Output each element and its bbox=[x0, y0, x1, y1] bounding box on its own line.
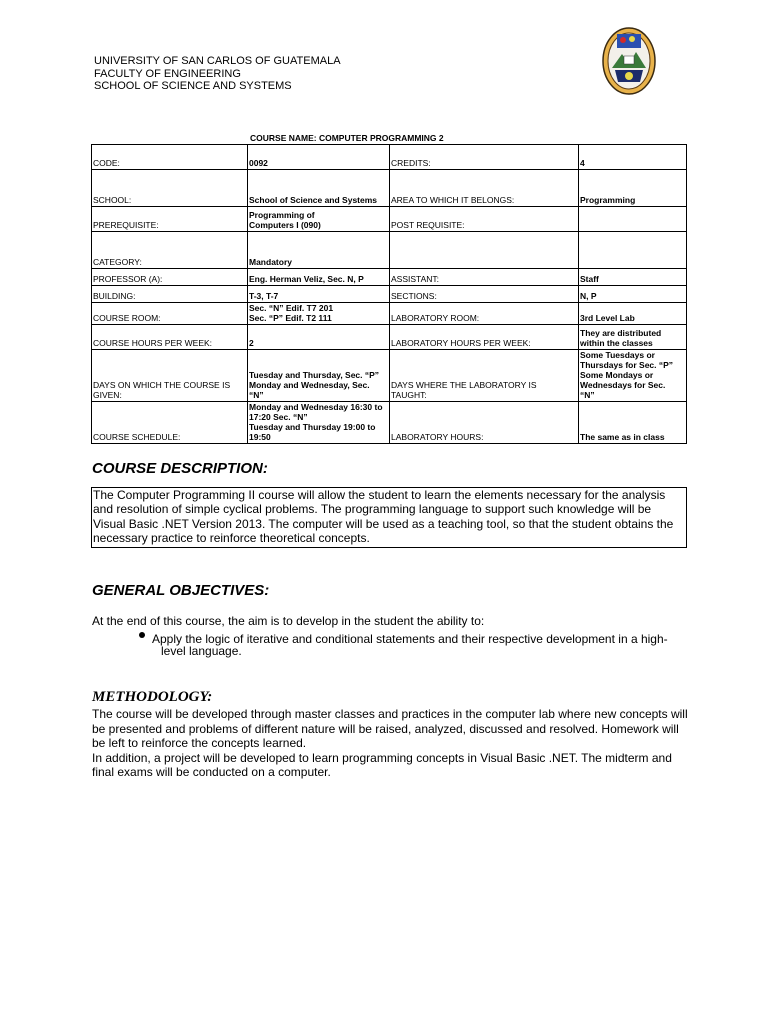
table-row bbox=[92, 269, 687, 286]
lab-room-label: LABORATORY ROOM: bbox=[390, 303, 579, 325]
table-row bbox=[92, 170, 687, 207]
table-row bbox=[92, 402, 687, 444]
course-days-line1: Tuesday and Thursday, Sec. “P” bbox=[249, 370, 380, 380]
methodology-text bbox=[92, 707, 688, 780]
course-room-line2: Sec. “P” Edif. T2 111 bbox=[249, 313, 332, 323]
methodology-title: METHODOLOGY: bbox=[92, 689, 213, 705]
course-name: COURSE NAME: COMPUTER PROGRAMMING 2 bbox=[250, 133, 444, 143]
schedule-line3: Tuesday and Thursday 19:00 to bbox=[249, 422, 376, 432]
course-room-value bbox=[248, 303, 390, 325]
sections-value: N, P bbox=[579, 286, 687, 303]
course-description-text: The Computer Programming II course will allow the student to learn the elements necessary for the analysis and resolution of simple cyclical problems. The programming language to support such knowledge will be Visual Basic .NET Version 2013. The computer will be used as a teaching tool, so that the student obtains the necessary practice to reinforce theoretical concepts. bbox=[91, 487, 687, 548]
schedule-line4: 19:50 bbox=[249, 432, 271, 442]
course-info-table bbox=[91, 144, 687, 444]
prerequisite-value-line2: Computers I (090) bbox=[249, 220, 321, 230]
table-row bbox=[92, 325, 687, 350]
post-requisite-value bbox=[579, 207, 687, 232]
lab-days-line2: Thursdays for Sec. “P” bbox=[580, 360, 674, 370]
school-name: SCHOOL OF SCIENCE AND SYSTEMS bbox=[94, 80, 292, 92]
course-days-label-line2: GIVEN: bbox=[93, 390, 122, 400]
area-label: AREA TO WHICH IT BELONGS: bbox=[390, 170, 579, 207]
lab-days-line5: “N” bbox=[580, 390, 595, 400]
lab-hours-label: LABORATORY HOURS: bbox=[390, 402, 579, 444]
lab-hours-week-line2: within the classes bbox=[580, 338, 653, 348]
professor-value: Eng. Herman Veliz, Sec. N, P bbox=[248, 269, 390, 286]
credits-label: CREDITS: bbox=[390, 145, 579, 170]
area-value: Programming bbox=[579, 170, 687, 207]
lab-hours-week-label: LABORATORY HOURS PER WEEK: bbox=[390, 325, 579, 350]
general-objectives-title: GENERAL OBJECTIVES: bbox=[92, 582, 270, 599]
prerequisite-value bbox=[248, 207, 390, 232]
course-description-title: COURSE DESCRIPTION: bbox=[92, 460, 268, 477]
objective-item-line2: level language. bbox=[161, 644, 242, 658]
course-room-line1: Sec. “N” Edif. T7 201 bbox=[249, 303, 334, 313]
table-row bbox=[92, 207, 687, 232]
prerequisite-value-word1: Programming of bbox=[249, 210, 315, 220]
methodology-paragraph-2: In addition, a project will be developed to learn programming concepts in Visual Basic .NET. The midterm and final exams will be conducted on a computer. bbox=[92, 750, 672, 779]
university-name: UNIVERSITY OF SAN CARLOS OF GUATEMALA bbox=[94, 55, 341, 67]
course-days-line3: “N” bbox=[249, 390, 264, 400]
building-label: BUILDING: bbox=[92, 286, 248, 303]
lab-days-label-line1: DAYS WHERE THE LABORATORY IS bbox=[391, 380, 537, 390]
lab-days-label-line2: TAUGHT: bbox=[391, 390, 427, 400]
lab-days-line4: Wednesdays for Sec. bbox=[580, 380, 666, 390]
assistant-label: ASSISTANT: bbox=[390, 269, 579, 286]
course-days-value bbox=[248, 350, 390, 402]
lab-days-line3: Some Mondays or bbox=[580, 370, 654, 380]
sections-label: SECTIONS: bbox=[390, 286, 579, 303]
course-days-label bbox=[92, 350, 248, 402]
university-seal-icon bbox=[602, 26, 656, 96]
course-days-line2: Monday and Wednesday, Sec. bbox=[249, 380, 370, 390]
lab-days-label bbox=[390, 350, 579, 402]
methodology-paragraph-1: The course will be developed through master classes and practices in the computer lab where new concepts will be presented and problems of different nature will be raised, analyzed, discussed and resolved. Homework will be left to reinforce the concepts learned. bbox=[92, 707, 688, 750]
objectives-intro: At the end of this course, the aim is to develop in the student the ability to: bbox=[92, 614, 485, 628]
document-header bbox=[94, 55, 341, 93]
prerequisite-label: PREREQUISITE: bbox=[92, 207, 248, 232]
empty-cell bbox=[579, 232, 687, 269]
post-requisite-label: POST REQUISITE: bbox=[390, 207, 579, 232]
table-row bbox=[92, 303, 687, 325]
professor-label: PROFESSOR (A): bbox=[92, 269, 248, 286]
course-room-label: COURSE ROOM: bbox=[92, 303, 248, 325]
building-value: T-3, T-7 bbox=[248, 286, 390, 303]
code-value: 0092 bbox=[248, 145, 390, 170]
empty-cell bbox=[390, 232, 579, 269]
schedule-label: COURSE SCHEDULE: bbox=[92, 402, 248, 444]
bullet-icon bbox=[139, 632, 145, 638]
course-days-label-line1: DAYS ON WHICH THE COURSE IS bbox=[93, 380, 231, 390]
lab-hours-week-value bbox=[579, 325, 687, 350]
school-value: School of Science and Systems bbox=[248, 170, 390, 207]
objective-item-line1: Apply the logic of iterative and conditional statements and their respective development in a high- bbox=[152, 632, 668, 646]
schedule-line1: Monday and Wednesday 16:30 to bbox=[249, 402, 383, 412]
objective-item bbox=[152, 633, 672, 657]
lab-room-value: 3rd Level Lab bbox=[579, 303, 687, 325]
lab-hours-value: The same as in class bbox=[579, 402, 687, 444]
table-row bbox=[92, 145, 687, 170]
course-hours-value: 2 bbox=[248, 325, 390, 350]
schedule-line2: 17:20 Sec. “N” bbox=[249, 412, 308, 422]
lab-days-line1: Some Tuesdays or bbox=[580, 350, 655, 360]
school-label: SCHOOL: bbox=[92, 170, 248, 207]
category-label: CATEGORY: bbox=[92, 232, 248, 269]
assistant-value: Staff bbox=[579, 269, 687, 286]
schedule-value bbox=[248, 402, 390, 444]
table-row bbox=[92, 232, 687, 269]
table-row bbox=[92, 350, 687, 402]
lab-days-value bbox=[579, 350, 687, 402]
course-hours-label: COURSE HOURS PER WEEK: bbox=[92, 325, 248, 350]
lab-hours-week-line1: They are distributed bbox=[580, 328, 662, 338]
faculty-name: FACULTY OF ENGINEERING bbox=[94, 67, 241, 80]
credits-value: 4 bbox=[579, 145, 687, 170]
code-label: CODE: bbox=[92, 145, 248, 170]
table-row bbox=[92, 286, 687, 303]
category-value: Mandatory bbox=[248, 232, 390, 269]
